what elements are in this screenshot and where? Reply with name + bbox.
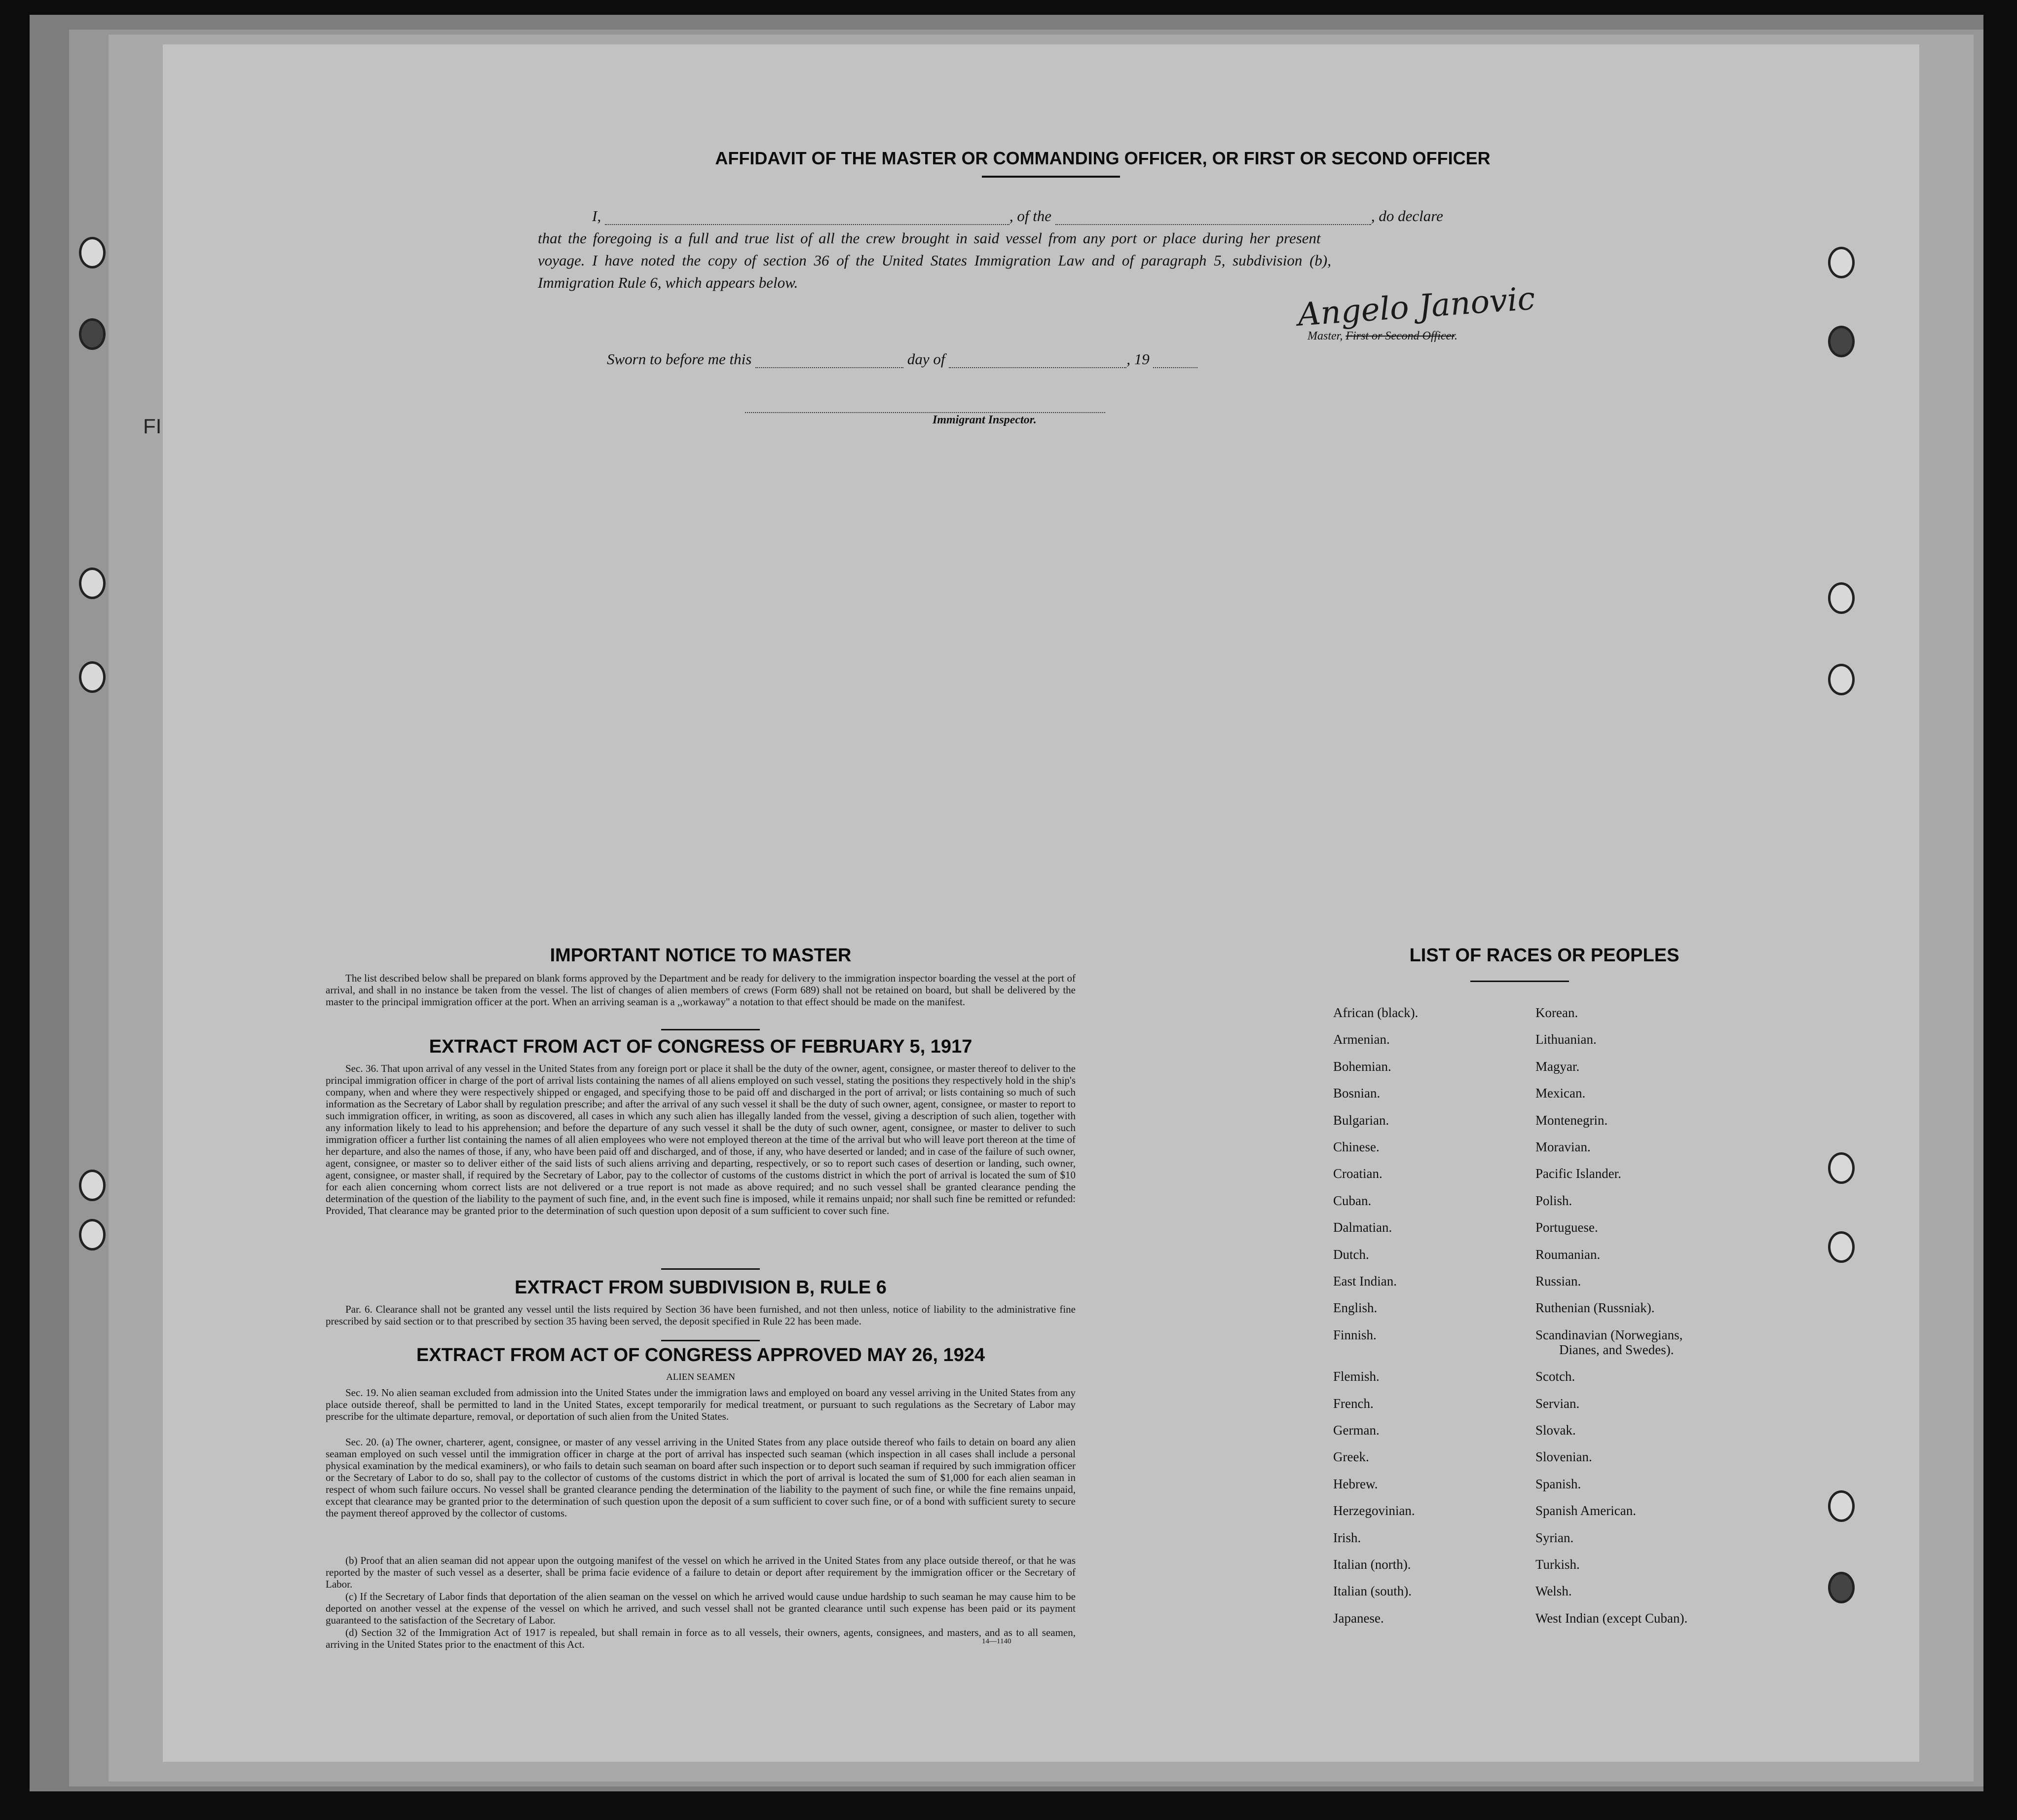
affidavit-line-4: Immigration Rule 6, which appears below. bbox=[538, 274, 798, 291]
officer-struck: First or Second Officer bbox=[1345, 330, 1455, 342]
punch-hole-right-4 bbox=[1828, 664, 1855, 695]
sec20a-text: Sec. 20. (a) The owner, charterer, agent, consignee, or master of any vessel arriving in the United States from any place outside thereof who fails to detain on board any alien seaman employed on such vessel until the immigration officer in charge at the port of arrival has inspected such seaman (which inspection in all cases shall include a personal physical examination by the medical examiners), or who fails to detain such seaman on board after such inspection or to deport such seaman if required by such immigration officer or the Secretary of Labor to do so, shall pay to the collector of customs of the customs district in which the port of arrival is located the sum of $1,000 for each alien seaman in respect of whom such failure occurs. No vessel shall be granted clearance pending the determination of the liability to the payment of such fine, or while the fine remains unpaid, except that clearance may be granted prior to the determination of such question upon the deposit of a sum sufficient to cover such fine, or of a bond with sufficient surety to secure the payment thereof approved by the collector of customs. bbox=[326, 1436, 1076, 1519]
punch-hole-left-1 bbox=[79, 237, 106, 268]
form-number: 14—1140 bbox=[982, 1637, 1011, 1645]
race-right-item: Moravian. bbox=[1535, 1139, 1591, 1154]
race-right-item: Dianes, and Swedes). bbox=[1559, 1342, 1674, 1357]
race-left-item: Bosnian. bbox=[1333, 1086, 1381, 1101]
race-right-item: Portuguese. bbox=[1535, 1220, 1598, 1235]
sworn-year-blank[interactable] bbox=[1153, 352, 1197, 368]
affidavit-line-3: voyage. I have noted the copy of section 36 of the United States Immigration Law and of paragraph 5, subdivision (b), bbox=[538, 252, 1331, 269]
race-left-item: Cuban. bbox=[1333, 1193, 1372, 1208]
race-left-item: Bulgarian. bbox=[1333, 1112, 1389, 1128]
race-right-item: Pacific Islander. bbox=[1535, 1166, 1621, 1181]
race-right-item: Ruthenian (Russniak). bbox=[1535, 1300, 1655, 1316]
sworn-line bbox=[607, 350, 1197, 368]
punch-hole-right-6 bbox=[1828, 1231, 1855, 1263]
rule6-text: Par. 6. Clearance shall not be granted any vessel until the lists required by Section 36 have been furnished, and not then unless, notice of liability to the administrative fine prescribed by said section or to that prescribed by section 35 having been served, the deposit specified in Rule 22 has been made. bbox=[326, 1303, 1076, 1327]
name-blank[interactable] bbox=[605, 209, 1009, 225]
sec19-text: Sec. 19. No alien seaman excluded from admission into the United States under the immigration laws and employed on board any vessel arriving in the United States from any place outside thereof, shall be permitted to land in the United States, except temporarily for medical treatment, or pursuant to such regulations as the Secretary of Labor may prescribe for the ultimate departure, removal, or deportation of such alien from the United States. bbox=[326, 1387, 1076, 1422]
extract-1924-title: EXTRACT FROM ACT OF CONGRESS APPROVED MAY 26, 1924 bbox=[416, 1345, 985, 1365]
race-left-item: Herzegovinian. bbox=[1333, 1503, 1415, 1518]
race-left-item: East Indian. bbox=[1333, 1274, 1397, 1289]
notice-rule bbox=[661, 1029, 760, 1030]
race-right-item: Roumanian. bbox=[1535, 1247, 1601, 1262]
races-title: LIST OF RACES OR PEOPLES bbox=[1409, 945, 1680, 966]
race-right-item: Mexican. bbox=[1535, 1086, 1586, 1101]
race-left-item: Italian (south). bbox=[1333, 1584, 1412, 1599]
race-right-item: Russian. bbox=[1535, 1274, 1581, 1289]
punch-hole-right-5 bbox=[1828, 1152, 1855, 1184]
race-left-item: German. bbox=[1333, 1423, 1380, 1438]
punch-hole-left-2 bbox=[79, 318, 106, 350]
race-right-item: Polish. bbox=[1535, 1193, 1572, 1208]
punch-hole-left-3 bbox=[79, 568, 106, 599]
of-the-label: , of the bbox=[1009, 207, 1052, 225]
punch-hole-right-1 bbox=[1828, 247, 1855, 278]
race-left-item: Irish. bbox=[1333, 1530, 1361, 1545]
day-of-label: day of bbox=[907, 350, 945, 368]
race-left-item: Greek. bbox=[1333, 1449, 1369, 1465]
punch-hole-right-8 bbox=[1828, 1572, 1855, 1603]
officer-master: Master, bbox=[1307, 330, 1343, 342]
sec20d-text: (d) Section 32 of the Immigration Act of 1917 is repealed, but shall remain in force as to all vessels, their owners, agents, consignees, and masters, and as to all seamen, arriving in the United States prior to the enactment of this Act. bbox=[326, 1627, 1076, 1650]
punch-hole-left-4 bbox=[79, 661, 106, 693]
sworn-month-blank[interactable] bbox=[949, 352, 1126, 368]
master-signature: Angelo Janovic bbox=[1297, 280, 1536, 334]
notice-title: IMPORTANT NOTICE TO MASTER bbox=[550, 945, 852, 966]
race-right-item: Lithuanian. bbox=[1535, 1032, 1597, 1047]
affidavit-line-1 bbox=[592, 207, 1443, 225]
race-right-item: Spanish. bbox=[1535, 1476, 1581, 1491]
punch-hole-right-7 bbox=[1828, 1490, 1855, 1522]
affidavit-line-2: that the foregoing is a full and true list of all the crew brought in said vessel from any port or place during her present bbox=[538, 229, 1321, 247]
race-left-item: Armenian. bbox=[1333, 1032, 1390, 1047]
race-left-item: Hebrew. bbox=[1333, 1476, 1378, 1491]
extract-1917-title: EXTRACT FROM ACT OF CONGRESS OF FEBRUARY 5, 1917 bbox=[429, 1036, 972, 1057]
race-left-item: Chinese. bbox=[1333, 1139, 1380, 1154]
rule6-rule bbox=[661, 1340, 760, 1341]
punch-hole-right-2 bbox=[1828, 326, 1855, 357]
race-right-item: Scandinavian (Norwegians, bbox=[1535, 1327, 1683, 1342]
race-left-item: Bohemian. bbox=[1333, 1059, 1391, 1074]
affidavit-title: AFFIDAVIT OF THE MASTER OR COMMANDING OFFICER, OR FIRST OR SECOND OFFICER bbox=[715, 148, 1491, 168]
margin-text: FI bbox=[143, 415, 162, 438]
race-right-item: Slovak. bbox=[1535, 1423, 1576, 1438]
race-left-item: Dalmatian. bbox=[1333, 1220, 1392, 1235]
race-right-item: Servian. bbox=[1535, 1396, 1580, 1411]
extract-1917-rule bbox=[661, 1268, 760, 1270]
race-right-item: Scotch. bbox=[1535, 1369, 1575, 1384]
punch-hole-left-6 bbox=[79, 1219, 106, 1251]
race-right-item: Spanish American. bbox=[1535, 1503, 1636, 1518]
race-right-item: West Indian (except Cuban). bbox=[1535, 1610, 1688, 1626]
officer-end: . bbox=[1454, 330, 1457, 342]
race-left-item: English. bbox=[1333, 1300, 1378, 1316]
race-left-item: African (black). bbox=[1333, 1005, 1419, 1020]
race-left-item: Dutch. bbox=[1333, 1247, 1369, 1262]
do-declare-label: , do declare bbox=[1371, 207, 1443, 225]
sworn-day-blank[interactable] bbox=[755, 352, 903, 368]
notice-text: The list described below shall be prepared on blank forms approved by the Department and be ready for delivery to the immigration inspector boarding the vessel at the port of arrival, and shall in no instance be taken from the vessel. The list of changes of alien members of crews (Form 689) shall not be retained on board, but shall be delivered by the master to the principal immigration officer at the port. When an arriving seaman is a ,,workaway" a notation to that effect should be made on the manifest. bbox=[326, 972, 1076, 1008]
rule6-title: EXTRACT FROM SUBDIVISION B, RULE 6 bbox=[515, 1277, 887, 1298]
races-title-rule bbox=[1470, 981, 1569, 982]
manifest-page bbox=[163, 44, 1919, 1762]
punch-hole-right-3 bbox=[1828, 582, 1855, 614]
race-left-item: French. bbox=[1333, 1396, 1374, 1411]
extract-1917-text: Sec. 36. That upon arrival of any vessel in the United States from any foreign port or place it shall be the duty of the owner, agent, consignee, or master thereof to deliver to the principal immigration officer in charge of the port of arrival lists containing the names of all aliens employed on such vessel, stating the positions they respectively hold in the ship's company, when and where they were respectively shipped or engaged, and specifying those to be paid off and discharged in the port of arrival; or lists containing so much of such information as the Secretary of Labor shall by regulation prescribe; and after the arrival of any such vessel it shall be the duty of such owner, agent, consignee, or master to report to such immigration officer, in writing, as soon as discovered, all cases in which any such alien has illegally landed from the vessel, giving a description of such alien, together with any information likely to lead to his apprehension; and before the departure of any such vessel it shall be the duty of such owner, agent, consignee, or master to deliver to such immigration officer a further list containing the names of all alien employees who were not employed thereon at the time of the arrival but who will leave port thereon at the time of her departure, and also the names of those, if any, who have been paid off and discharged, and of those, if any, who have deserted or landed; and in case of the failure of such owner, agent, consignee, or master so to deliver either of the said lists of such aliens arriving and departing, respectively, or so to report such cases of desertion or landing, such owner, agent, consignee, or master shall, if required by the Secretary of Labor, pay to the collector of customs of the customs district in which the port of arrival is located the sum of $10 for each alien concerning whom correct lists are not delivered or a true report is not made as above required; and no such vessel shall be granted clearance pending the determination of the question of the liability to the payment of such fine, and, in the event such fine is imposed, while it remains unpaid; nor shall such fine be remitted or refunded: Provided, That clearance may be granted prior to the determination of such question upon deposit of a sum sufficient to cover such fine. bbox=[326, 1062, 1076, 1216]
sec20b-text: (b) Proof that an alien seaman did not appear upon the outgoing manifest of the vessel on which he arrived in the United States from any place outside thereof, or that he was reported by the master of such vessel as a deserter, shall be prima facie evidence of a failure to detain or deport after requirement by the immigration officer or the Secretary of Labor. bbox=[326, 1555, 1076, 1590]
race-right-item: Montenegrin. bbox=[1535, 1112, 1608, 1128]
race-left-item: Croatian. bbox=[1333, 1166, 1382, 1181]
punch-hole-left-5 bbox=[79, 1170, 106, 1201]
race-right-item: Turkish. bbox=[1535, 1557, 1580, 1572]
year-prefix: , 19 bbox=[1126, 350, 1150, 368]
affidavit-i: I, bbox=[592, 207, 601, 225]
inspector-signature-blank[interactable] bbox=[745, 397, 1105, 413]
inspector-label: Immigrant Inspector. bbox=[933, 414, 1037, 426]
race-right-item: Syrian. bbox=[1535, 1530, 1574, 1545]
race-right-item: Magyar. bbox=[1535, 1059, 1580, 1074]
race-right-item: Korean. bbox=[1535, 1005, 1578, 1020]
vessel-blank[interactable] bbox=[1055, 209, 1371, 225]
race-right-item: Welsh. bbox=[1535, 1584, 1572, 1599]
race-left-item: Finnish. bbox=[1333, 1327, 1377, 1342]
sec20c-text: (c) If the Secretary of Labor finds that deportation of the alien seaman on the vessel on which he arrived would cause undue hardship to such seaman he may cause him to be deported on another vessel at the expense of the vessel on which he arrived, and such vessel shall not be granted clearance until such expense has been paid or its payment guaranteed to the satisfaction of the Secretary of Labor. bbox=[326, 1591, 1076, 1626]
race-left-item: Flemish. bbox=[1333, 1369, 1380, 1384]
alien-seamen-subtitle: ALIEN SEAMEN bbox=[666, 1372, 735, 1382]
race-left-item: Japanese. bbox=[1333, 1610, 1384, 1626]
sworn-label: Sworn to before me this bbox=[607, 350, 752, 368]
race-left-item: Italian (north). bbox=[1333, 1557, 1411, 1572]
affidavit-title-rule bbox=[982, 176, 1120, 178]
officer-designation bbox=[1307, 330, 1457, 343]
race-right-item: Slovenian. bbox=[1535, 1449, 1592, 1465]
